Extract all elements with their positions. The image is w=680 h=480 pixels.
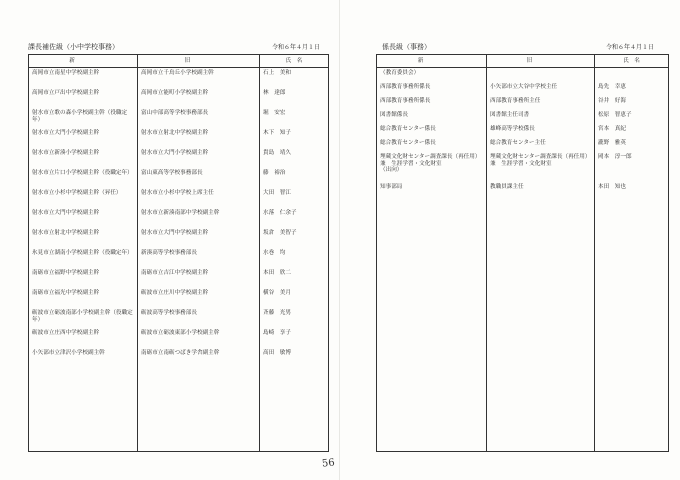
right-entry-line: 島先 幸恵 — [598, 84, 626, 90]
left-entry-name: 坂倉 美智子 — [263, 230, 297, 236]
left-entry-new: 射水市立射北中学校副主幹 — [32, 230, 100, 236]
left-entry-new: 高岡市立南星中学校副主幹 — [32, 70, 100, 76]
left-entry-old: 射水市立大門中学校副主幹 — [141, 230, 209, 236]
left-entry-old: 射水市立大門小学校副主幹 — [141, 150, 209, 156]
left-entry-new: 射水市立新湊小学校副主幹 — [32, 150, 100, 156]
left-table-header-row — [29, 55, 329, 68]
left-entry-old: 南砺市立吉江中学校副主幹 — [141, 270, 209, 276]
right-entry-name — [598, 70, 665, 84]
left-entry-new: 小矢部市立津沢小学校副主幹 — [32, 350, 105, 356]
right-entry-new — [380, 70, 483, 84]
right-entry-new — [380, 140, 483, 154]
left-entry-name: 林 達郎 — [263, 90, 286, 96]
left-page-title: 課長補佐級（小中学校事務） — [28, 43, 119, 51]
right-entry-line: 図書館係長 — [380, 112, 408, 118]
right-entry-line: 教職員課主任 — [490, 184, 524, 190]
right-entry-old — [490, 70, 591, 84]
right-entry-new — [380, 126, 483, 140]
left-entry-name: 藤 裕治 — [263, 170, 286, 176]
left-entry-old: 高岡市立千鳥丘小学校副主幹 — [141, 70, 214, 76]
left-entry-new: 高岡市立戸出中学校副主幹 — [32, 90, 100, 96]
right-entry-line: 小矢部市立大谷中学校主任 — [490, 84, 558, 90]
left-entry-name: 水落 仁余子 — [263, 210, 297, 216]
right-column-new — [377, 68, 487, 452]
right-header-new: 新 — [377, 55, 487, 68]
right-entry-line: 西部教育事務所主任 — [490, 98, 541, 104]
left-header-old: 旧 — [138, 55, 260, 68]
right-entry-line: 総合教育センター係長 — [380, 126, 436, 132]
left-entry-new: 砺波市立砺波南部小学校副主幹（役職定年） — [32, 310, 133, 323]
left-entry-old: 砺波市立砺波東部小学校副主幹 — [141, 330, 220, 336]
right-entry-name — [598, 140, 665, 154]
left-column-name — [260, 68, 329, 452]
right-personnel-table — [376, 54, 669, 452]
left-entry-old: 射水市立新湊南部中学校副主幹 — [141, 210, 220, 216]
left-entry-old: 射水市立小杉中学校上席主任 — [141, 190, 214, 196]
right-entry-old — [490, 140, 591, 154]
right-entry-name — [598, 184, 665, 198]
left-entry-name: 貴島 靖久 — [263, 150, 291, 156]
left-entry-old: 富山東高等学校事務部長 — [141, 170, 203, 176]
left-entry-old: 射水市立射北中学校副主幹 — [141, 130, 209, 136]
right-column-old — [487, 68, 595, 452]
right-entry-old — [490, 112, 591, 126]
left-entry-name: 本田 欣二 — [263, 270, 291, 276]
left-table-body — [29, 68, 329, 452]
left-entry-name: 高田 敏博 — [263, 350, 291, 356]
left-entry-old: 高岡市立能町小学校副主幹 — [141, 90, 209, 96]
left-entry-name: 水巻 均 — [263, 250, 286, 256]
left-entry-new: 射水市立大門中学校副主幹 — [32, 210, 100, 216]
right-table-header-row — [377, 55, 669, 68]
left-entry-new: 射水市立片口小学校副主幹（役職定年） — [32, 170, 133, 176]
right-entry-line: 雄峰高等学校係長 — [490, 126, 535, 132]
left-entry-name: 木下 知子 — [263, 130, 291, 136]
left-entry-old: 砺波高等学校事務部長 — [141, 310, 197, 316]
right-column-name — [595, 68, 669, 452]
right-entry-old — [490, 126, 591, 140]
right-entry-name — [598, 84, 665, 98]
right-entry-line: 西部教育事務所係長 — [380, 84, 431, 90]
right-entry-line: 西部教育事務所係長 — [380, 98, 431, 104]
left-entry-name: 島崎 享子 — [263, 330, 291, 336]
left-entry-old: 新湊高等学校事務部長 — [141, 250, 197, 256]
page-number: 56 — [321, 457, 336, 470]
right-entry-line: （出向） — [380, 167, 403, 174]
left-entry-old: 砺波市立庄川中学校副主幹 — [141, 290, 209, 296]
right-entry-name — [598, 112, 665, 126]
right-entry-line: 埋蔵文化財センター調査課長（再任用） — [380, 154, 481, 160]
right-entry-old — [490, 154, 591, 184]
left-entry-new: 射水市立大門小学校副主幹 — [32, 130, 100, 136]
right-entry-line: 総合教育センター主任 — [490, 140, 546, 146]
right-entry-line: 本田 知也 — [598, 184, 626, 190]
right-entry-new — [380, 184, 483, 198]
right-entry-old — [490, 98, 591, 112]
right-entry-new — [380, 98, 483, 112]
left-entry-name: 斉藤 光男 — [263, 310, 291, 316]
right-entry-line: 図書館主任司書 — [490, 112, 530, 118]
right-entry-line: 兼 生涯学習・文化財室 — [490, 160, 552, 167]
left-entry-name: 堀 安宏 — [263, 110, 286, 116]
right-header-name: 氏 名 — [595, 55, 669, 68]
left-page-date: 令和６年４月１日 — [272, 44, 321, 51]
left-column-new — [29, 68, 138, 452]
right-entry-name — [598, 154, 665, 184]
right-page — [340, 0, 680, 480]
right-entry-line: 兼 生涯学習・文化財室 — [380, 160, 442, 167]
right-entry-line: 知事部局 — [380, 184, 403, 190]
right-entry-name — [598, 126, 665, 140]
left-entry-old: 富山中部高等学校事務部長 — [141, 110, 209, 116]
right-entry-line: （教育委員会） — [380, 70, 420, 76]
left-entry-new: 氷見市立湖南小学校副主幹（役職定年） — [32, 250, 133, 256]
left-header-name: 氏 名 — [260, 55, 329, 68]
right-page-date: 令和６年４月１日 — [606, 44, 655, 51]
left-entry-name: 大田 智江 — [263, 190, 291, 196]
left-entry-new: 射水市立歌の森小学校副主幹（役職定年） — [32, 110, 128, 123]
right-entry-new — [380, 84, 483, 98]
left-entry-new: 南砺市立福光中学校副主幹 — [32, 290, 100, 296]
right-table-body — [377, 68, 669, 452]
right-entry-line: 岡本 淳一郎 — [598, 154, 632, 160]
right-entry-line: 総合教育センター係長 — [380, 140, 436, 146]
right-entry-new — [380, 112, 483, 126]
left-header-new: 新 — [29, 55, 138, 68]
right-entry-old — [490, 84, 591, 98]
right-page-title: 係長級（事務） — [382, 43, 431, 51]
left-entry-new: 射水市立小杉中学校副主幹（昇任） — [32, 190, 122, 196]
left-personnel-table — [28, 54, 329, 452]
right-entry-old — [490, 184, 591, 198]
left-entry-name: 石上 美和 — [263, 70, 291, 76]
right-entry-line: 谷井 好海 — [598, 98, 626, 104]
left-entry-old: 南砺市立南砺つばき学舎副主幹 — [141, 350, 220, 356]
right-entry-new — [380, 154, 483, 184]
right-entry-line: 瀧野 雅英 — [598, 140, 626, 146]
right-entry-line: 埋蔵文化財センター調査課長（再任用） — [490, 154, 591, 160]
right-header-old: 旧 — [487, 55, 595, 68]
left-entry-name: 横谷 美月 — [263, 290, 291, 296]
right-entry-line: 宮本 真紀 — [598, 126, 626, 132]
right-entry-line: 松原 智恵子 — [598, 112, 632, 118]
right-entry-name — [598, 98, 665, 112]
left-entry-new: 南砺市立福野中学校副主幹 — [32, 270, 100, 276]
left-entry-new: 砺波市立庄西中学校副主幹 — [32, 330, 100, 336]
left-column-old — [138, 68, 260, 452]
